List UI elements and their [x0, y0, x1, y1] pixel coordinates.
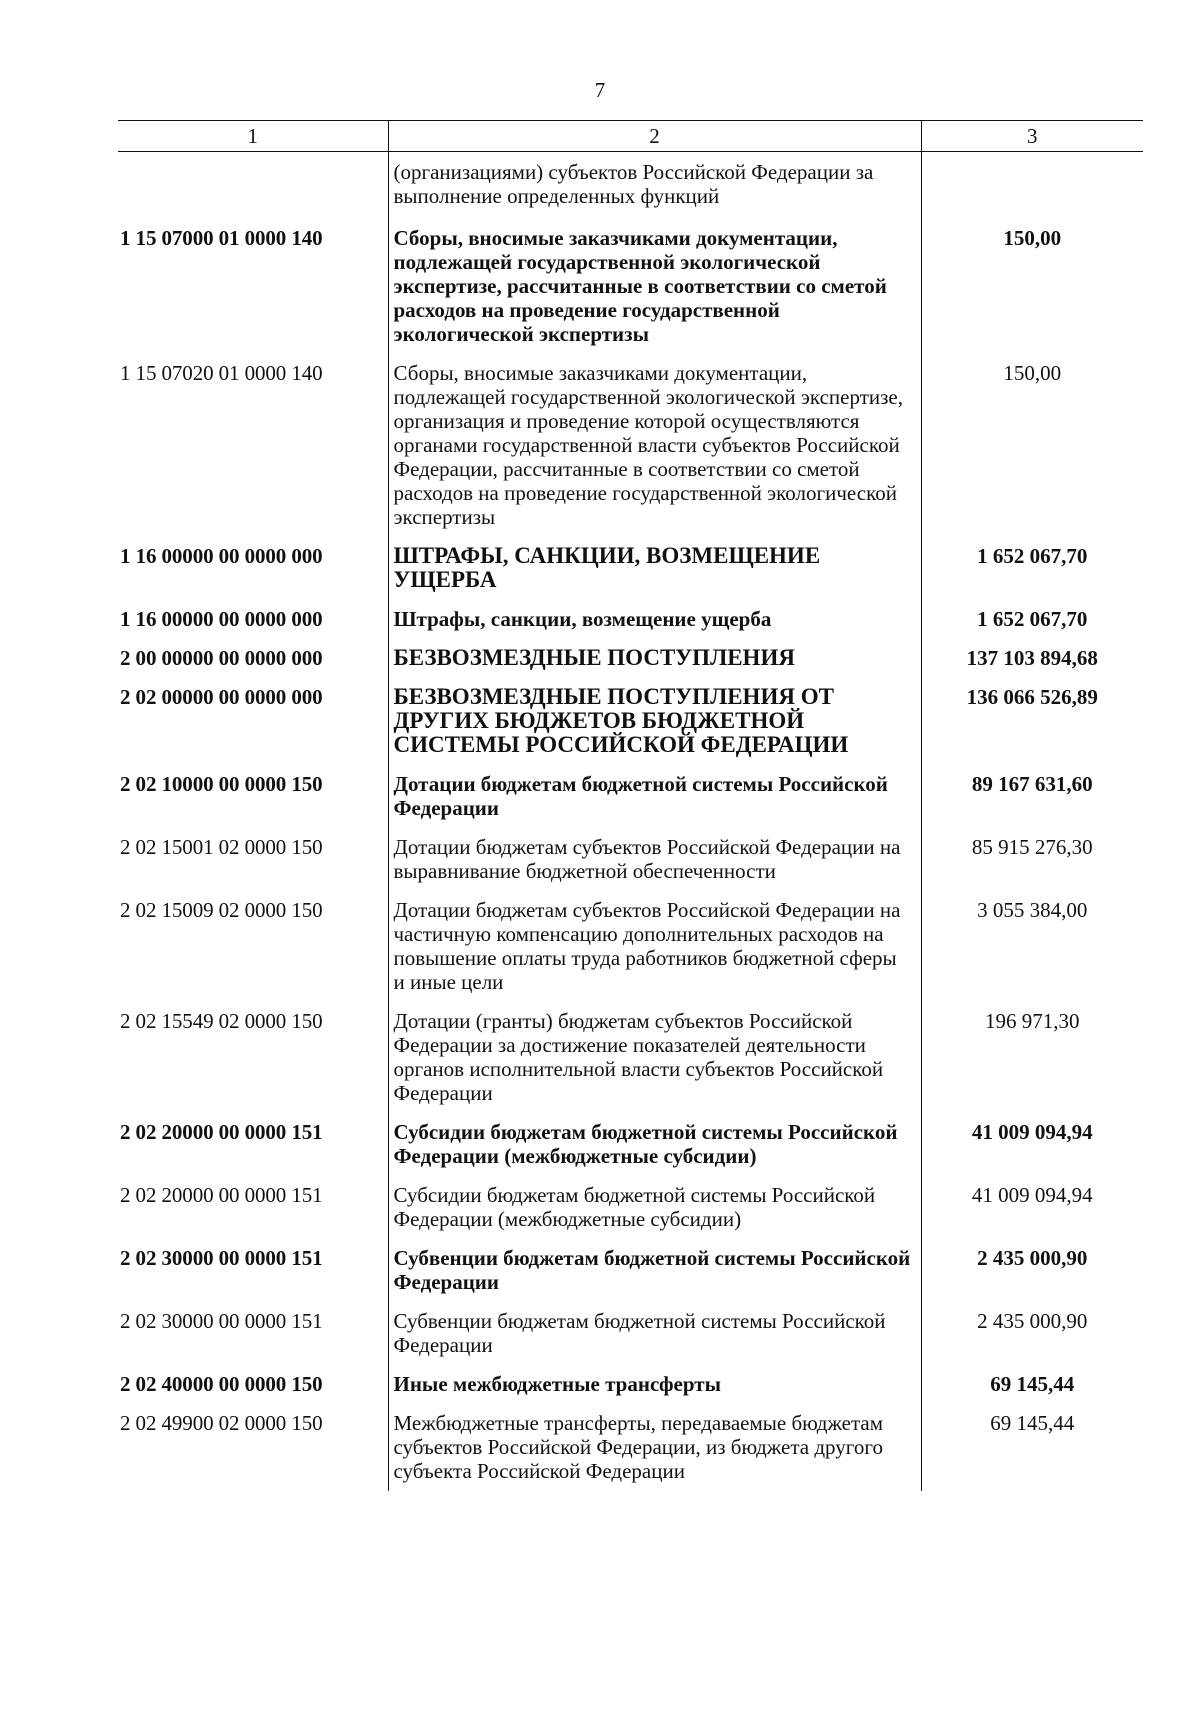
row-name: Дотации бюджетам субъектов Российской Федерации на частичную компенсацию дополнительных расходов на повышение оплаты труда работников бюджетной сферы и иные цели [388, 898, 921, 1009]
table-row [118, 607, 1143, 646]
table-row [118, 685, 1143, 772]
row-amount: 85 915 276,30 [971, 835, 1093, 859]
row-code: 2 02 40000 00 0000 150 [120, 1372, 323, 1396]
row-name: Дотации бюджетам бюджетной системы Российской Федерации [388, 772, 921, 835]
row-amount: 41 009 094,94 [971, 1120, 1093, 1144]
row-name: БЕЗВОЗМЕЗДНЫЕ ПОСТУПЛЕНИЯ ОТ ДРУГИХ БЮДЖЕТОВ БЮДЖЕТНОЙ СИСТЕМЫ РОССИЙСКОЙ ФЕДЕРАЦИИ [388, 685, 921, 772]
row-name: Штрафы, санкции, возмещение ущерба [388, 607, 921, 646]
row-code: 2 02 20000 00 0000 151 [120, 1120, 323, 1144]
row-name: Субвенции бюджетам бюджетной системы Российской Федерации [388, 1246, 921, 1309]
table-row [118, 898, 1143, 1009]
row-amount: 41 009 094,94 [971, 1183, 1093, 1207]
row-name: БЕЗВОЗМЕЗДНЫЕ ПОСТУПЛЕНИЯ [388, 646, 921, 685]
row-code: 1 16 00000 00 0000 000 [120, 607, 323, 631]
table-body [118, 152, 1143, 1492]
row-code: 2 02 20000 00 0000 151 [120, 1183, 323, 1207]
table-row [118, 361, 1143, 544]
row-code: 2 02 15549 02 0000 150 [120, 1009, 323, 1033]
row-name: Субсидии бюджетам бюджетной системы Российской Федерации (межбюджетные субсидии) [388, 1120, 921, 1183]
table-row [118, 226, 1143, 361]
table-header [118, 121, 1143, 152]
row-name: Иные межбюджетные трансферты [388, 1372, 921, 1411]
table-row [118, 152, 1143, 227]
table-row [118, 1183, 1143, 1246]
column-header-code: 1 [118, 121, 388, 152]
row-code: 2 02 15009 02 0000 150 [120, 898, 323, 922]
row-name: (организациями) субъектов Российской Федерации за выполнение определенных функций [388, 152, 921, 227]
table-row [118, 1309, 1143, 1372]
row-code: 2 00 00000 00 0000 000 [120, 646, 323, 670]
table-header-row [118, 121, 1143, 152]
row-name: Межбюджетные трансферты, передаваемые бюджетам субъектов Российской Федерации, из бюджета другого субъекта Российской Федерации [388, 1411, 921, 1491]
row-name: Субсидии бюджетам бюджетной системы Российской Федерации (межбюджетные субсидии) [388, 1183, 921, 1246]
row-code: 1 15 07020 01 0000 140 [120, 361, 323, 385]
table-row [118, 1009, 1143, 1120]
table-row [118, 1372, 1143, 1411]
row-code: 1 16 00000 00 0000 000 [120, 544, 323, 568]
table-row [118, 646, 1143, 685]
page-number: 7 [594, 78, 606, 102]
row-code: 2 02 15001 02 0000 150 [120, 835, 323, 859]
row-amount: 3 055 384,00 [977, 898, 1088, 922]
table-row [118, 544, 1143, 607]
row-amount [921, 152, 1143, 227]
row-code: 2 02 30000 00 0000 151 [120, 1246, 323, 1270]
row-code: 2 02 10000 00 0000 150 [120, 772, 323, 796]
row-amount: 136 066 526,89 [966, 685, 1098, 709]
row-name: Сборы, вносимые заказчиками документации, подлежащей государственной экологической экспертизе, рассчитанные в соответствии со сметой расходов на проведение государственной экологической экспертизы [388, 226, 921, 361]
row-amount: 137 103 894,68 [966, 646, 1098, 670]
row-amount: 150,00 [1003, 226, 1062, 250]
table-row [118, 835, 1143, 898]
column-header-amount: 3 [921, 121, 1143, 152]
row-name: Субвенции бюджетам бюджетной системы Российской Федерации [388, 1309, 921, 1372]
table-row [118, 1246, 1143, 1309]
row-name: Дотации бюджетам субъектов Российской Федерации на выравнивание бюджетной обеспеченности [388, 835, 921, 898]
row-name: ШТРАФЫ, САНКЦИИ, ВОЗМЕЩЕНИЕ УЩЕРБА [388, 544, 921, 607]
row-name: Сборы, вносимые заказчиками документации, подлежащей государственной экологической экспертизе, организация и проведение которой осуществляются органами государственной власти субъектов Российской Федерации, рассчитанные в соответствии со сметой расходов на проведение государственной экологической экспертизы [388, 361, 921, 544]
row-code [118, 152, 388, 227]
table-row [118, 1411, 1143, 1491]
row-amount: 2 435 000,90 [977, 1246, 1088, 1270]
row-amount: 69 145,44 [990, 1411, 1075, 1435]
row-amount: 2 435 000,90 [977, 1309, 1088, 1333]
row-amount: 69 145,44 [990, 1372, 1075, 1396]
row-amount: 1 652 067,70 [977, 607, 1088, 631]
row-code: 2 02 30000 00 0000 151 [120, 1309, 323, 1333]
row-name: Дотации (гранты) бюджетам субъектов Российской Федерации за достижение показателей деятельности органов исполнительной власти субъектов Российской Федерации [388, 1009, 921, 1120]
table-row [118, 1120, 1143, 1183]
column-header-name: 2 [388, 121, 921, 152]
row-amount: 150,00 [1003, 361, 1062, 385]
table-row [118, 772, 1143, 835]
row-amount: 196 971,30 [985, 1009, 1080, 1033]
row-code: 2 02 00000 00 0000 000 [120, 685, 323, 709]
row-code: 2 02 49900 02 0000 150 [120, 1411, 323, 1435]
row-amount: 1 652 067,70 [977, 544, 1088, 568]
row-code: 1 15 07000 01 0000 140 [120, 226, 323, 250]
budget-revenue-table [118, 120, 1143, 1491]
row-amount: 89 167 631,60 [971, 772, 1093, 796]
